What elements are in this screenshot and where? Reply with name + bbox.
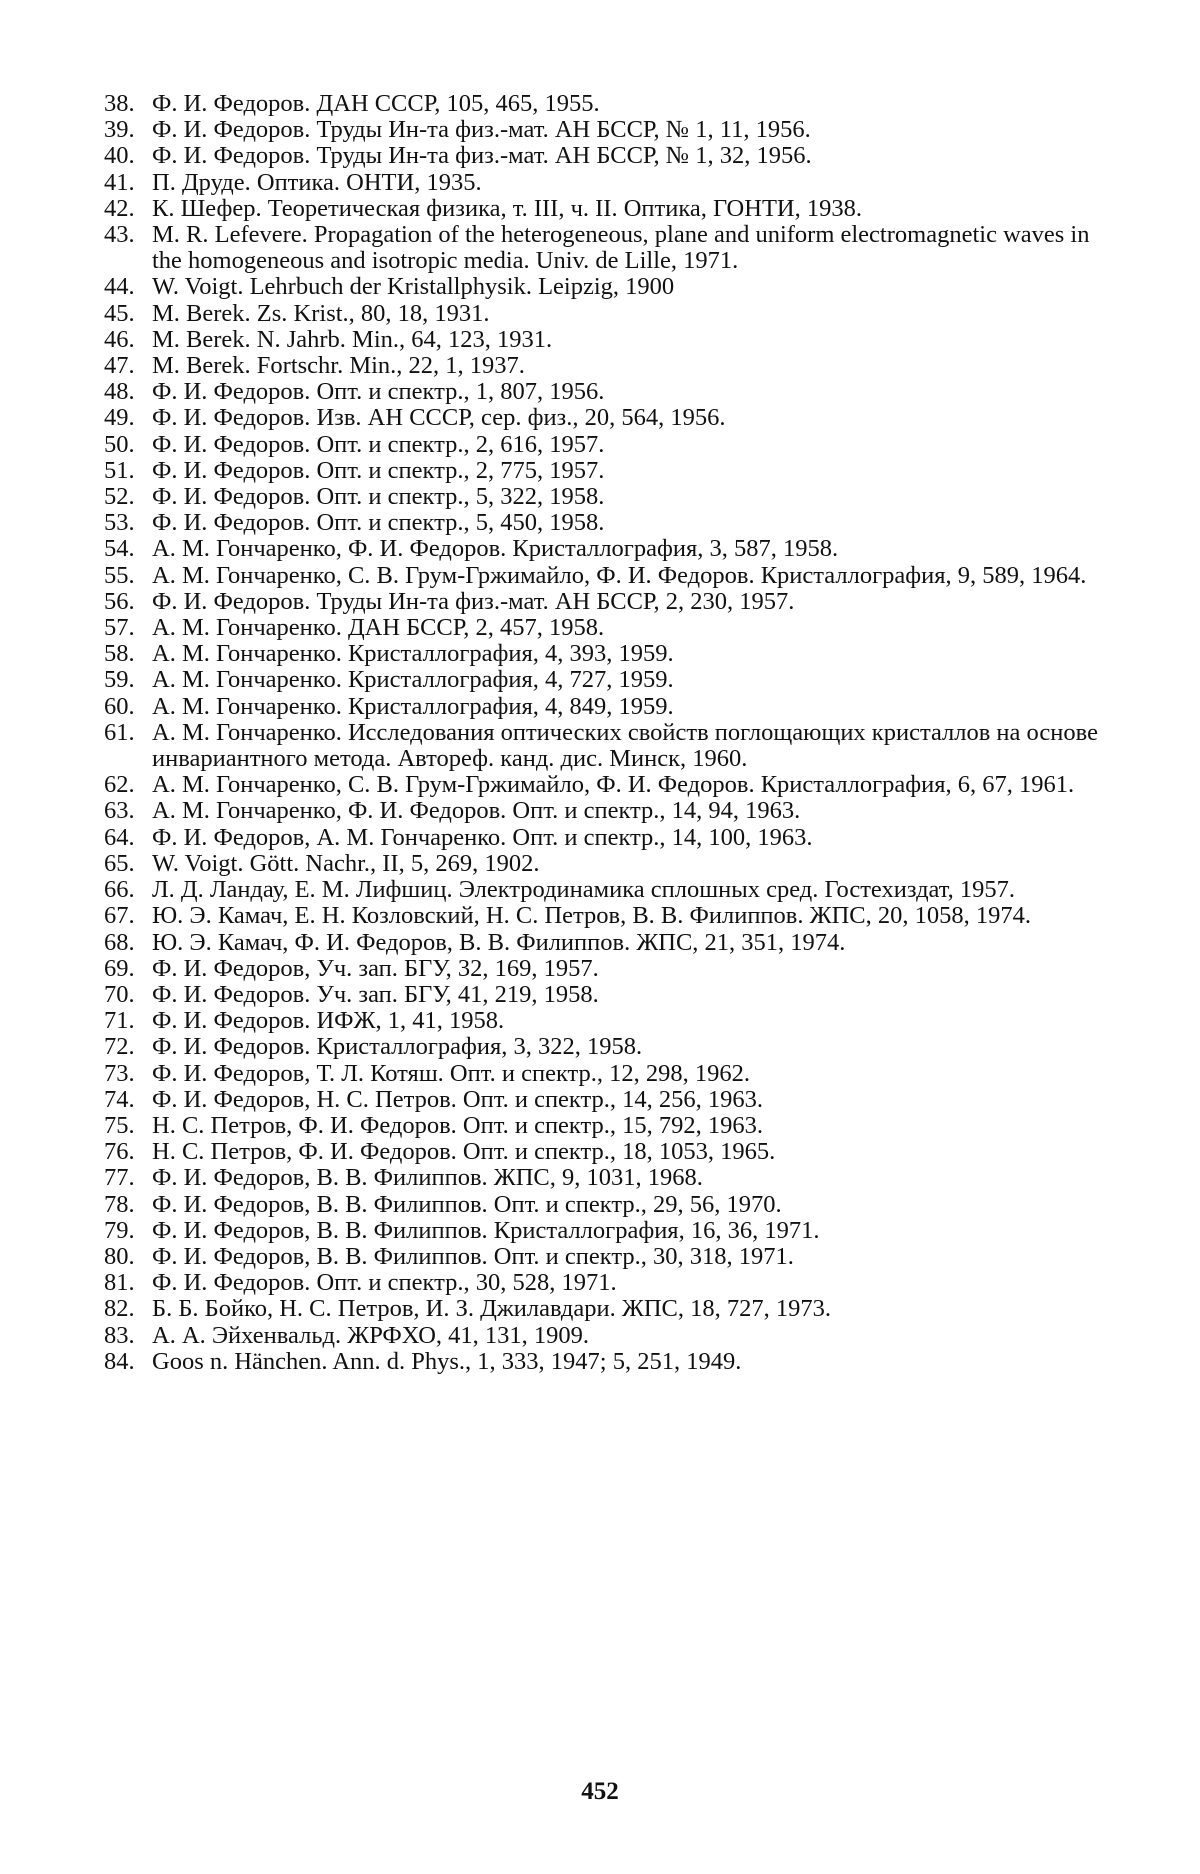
reference-number: 41. [104,168,135,196]
reference-text: Ю. Э. Камач, Ф. И. Федоров, В. В. Филиппов. ЖПС, 21, 351, 1974. [152,928,846,956]
reference-number: 54. [104,535,135,563]
reference-text: Ф. И. Федоров. Опт. и спектр., 2, 616, 1957. [152,430,605,458]
reference-item [104,1008,1104,1034]
reference-item [104,1218,1104,1244]
reference-text: Ф. И. Федоров, Т. Л. Котяш. Опт. и спектр., 12, 298, 1962. [152,1059,751,1087]
reference-text: А. М. Гончаренко, С. В. Грум-Гржимайло, Ф. И. Федоров. Кристаллография, 6, 67, 1961. [152,771,1075,799]
reference-item [104,615,1104,641]
reference-text: Н. С. Петров, Ф. И. Федоров. Опт. и спектр., 15, 792, 1963. [152,1111,764,1139]
reference-item [104,117,1104,143]
reference-text: Л. Д. Ландау, Е. М. Лифшиц. Электродинамика сплошных сред. Гостехиздат, 1957. [152,876,1016,904]
reference-text: Ф. И. Федоров. Труды Ин-та физ.-мат. АН БССР, 2, 230, 1957. [152,587,795,615]
reference-number: 84. [104,1347,135,1375]
reference-number: 71. [104,1007,135,1035]
reference-item [104,589,1104,615]
reference-text: А. М. Гончаренко. Кристаллография, 4, 849, 1959. [152,692,674,720]
reference-number: 60. [104,692,135,720]
reference-item [104,1349,1104,1375]
reference-number: 83. [104,1321,135,1349]
reference-item [104,667,1104,693]
reference-item [104,458,1104,484]
reference-item [104,222,1104,274]
reference-text: Ф. И. Федоров, В. В. Филиппов. ЖПС, 9, 1031, 1968. [152,1164,703,1192]
reference-item [104,196,1104,222]
reference-text: Ф. И. Федоров. Труды Ин-та физ.-мат. АН БССР, № 1, 11, 1956. [152,116,811,144]
reference-item [104,353,1104,379]
reference-item [104,1323,1104,1349]
reference-text: Ф. И. Федоров. ДАН СССР, 105, 465, 1955. [152,90,600,117]
reference-number: 40. [104,142,135,170]
reference-item [104,641,1104,667]
reference-number: 72. [104,1033,135,1061]
reference-number: 80. [104,1242,135,1270]
reference-text: А. М. Гончаренко, С. В. Грум-Гржимайло, Ф. И. Федоров. Кристаллография, 9, 589, 1964. [152,561,1087,589]
reference-number: 51. [104,456,135,484]
reference-number: 79. [104,1216,135,1244]
reference-number: 48. [104,378,135,406]
reference-number: 55. [104,561,135,589]
reference-number: 68. [104,928,135,956]
reference-text: Ф. И. Федоров. Опт. и спектр., 5, 322, 1958. [152,483,605,511]
reference-item [104,1087,1104,1113]
reference-item [104,274,1104,300]
reference-text: Ф. И. Федоров, А. М. Гончаренко. Опт. и спектр., 14, 100, 1963. [152,823,813,851]
reference-item [104,930,1104,956]
reference-text: Ф. И. Федоров. Уч. зап. БГУ, 41, 219, 1958. [152,980,599,1008]
reference-item [104,1034,1104,1060]
reference-number: 46. [104,325,135,353]
reference-text: А. А. Эйхенвальд. ЖРФХО, 41, 131, 1909. [152,1321,590,1349]
reference-item [104,405,1104,431]
reference-item [104,143,1104,169]
reference-item [104,825,1104,851]
reference-number: 82. [104,1295,135,1323]
reference-item [104,1113,1104,1139]
reference-text: Ф. И. Федоров, В. В. Филиппов. Опт. и спектр., 30, 318, 1971. [152,1242,794,1270]
reference-number: 49. [104,404,135,432]
reference-text: M. Berek. Fortschr. Min., 22, 1, 1937. [152,352,525,380]
reference-item [104,484,1104,510]
reference-number: 65. [104,849,135,877]
reference-text: Ф. И. Федоров, Уч. зап. БГУ, 32, 169, 1957. [152,954,599,982]
reference-item [104,1244,1104,1270]
reference-item [104,1192,1104,1218]
reference-number: 50. [104,430,135,458]
reference-number: 57. [104,614,135,642]
reference-item [104,1270,1104,1296]
reference-item [104,851,1104,877]
reference-text: M. Berek. Zs. Krist., 80, 18, 1931. [152,299,490,327]
reference-item [104,982,1104,1008]
reference-text: Б. Б. Бойко, Н. С. Петров, И. З. Джилавдари. ЖПС, 18, 727, 1973. [152,1295,831,1323]
reference-text: Ф. И. Федоров. Труды Ин-та физ.-мат. АН БССР, № 1, 32, 1956. [152,142,812,170]
reference-text: Ф. И. Федоров. Опт. и спектр., 30, 528, 1971. [152,1269,617,1297]
reference-item [104,720,1104,772]
reference-text: А. М. Гончаренко, Ф. И. Федоров. Опт. и спектр., 14, 94, 1963. [152,797,801,825]
reference-number: 62. [104,771,135,799]
reference-text: Ф. И. Федоров. Опт. и спектр., 1, 807, 1956. [152,378,605,406]
reference-item [104,301,1104,327]
reference-item [104,563,1104,589]
reference-text: Ф. И. Федоров. Кристаллография, 3, 322, 1958. [152,1033,643,1061]
reference-text: M. Berek. N. Jahrb. Min., 64, 123, 1931. [152,325,553,353]
reference-item [104,536,1104,562]
reference-text: Ф. И. Федоров, В. В. Филиппов. Кристаллография, 16, 36, 1971. [152,1216,820,1244]
reference-number: 74. [104,1085,135,1113]
reference-text: Ф. И. Федоров. Опт. и спектр., 2, 775, 1957. [152,456,605,484]
reference-text: W. Voigt. Gött. Nachr., II, 5, 269, 1902. [152,849,540,877]
reference-item [104,694,1104,720]
reference-text: Н. С. Петров, Ф. И. Федоров. Опт. и спектр., 18, 1053, 1965. [152,1138,776,1166]
reference-number: 47. [104,352,135,380]
reference-item [104,1296,1104,1322]
reference-number: 43. [104,221,135,249]
reference-item [104,903,1104,929]
reference-number: 76. [104,1138,135,1166]
reference-item [104,772,1104,798]
reference-number: 52. [104,483,135,511]
reference-item [104,510,1104,536]
reference-number: 58. [104,640,135,668]
reference-number: 64. [104,823,135,851]
reference-number: 61. [104,718,135,746]
reference-item [104,798,1104,824]
reference-text: Goos n. Hänchen. Ann. d. Phys., 1, 333, 1947; 5, 251, 1949. [152,1347,742,1375]
reference-number: 70. [104,980,135,1008]
reference-number: 44. [104,273,135,301]
reference-item [104,877,1104,903]
reference-number: 78. [104,1190,135,1218]
reference-item [104,379,1104,405]
reference-number: 42. [104,194,135,222]
reference-text: Ф. И. Федоров. Опт. и спектр., 5, 450, 1958. [152,509,605,537]
reference-text: M. R. Lefevere. Propagation of the heterogeneous, plane and uniform electromagnetic waves in the homogeneous and isotropic media. Univ. de Lille, 1971. [152,221,1090,275]
reference-item [104,432,1104,458]
reference-item [104,170,1104,196]
reference-number: 81. [104,1269,135,1297]
reference-item [104,1165,1104,1191]
reference-text: А. М. Гончаренко. ДАН БССР, 2, 457, 1958. [152,614,605,642]
reference-number: 59. [104,666,135,694]
reference-text: Ф. И. Федоров. ИФЖ, 1, 41, 1958. [152,1007,505,1035]
reference-number: 63. [104,797,135,825]
reference-number: 39. [104,116,135,144]
reference-text: А. М. Гончаренко, Ф. И. Федоров. Кристаллография, 3, 587, 1958. [152,535,839,563]
reference-text: П. Друде. Оптика. ОНТИ, 1935. [152,168,482,196]
reference-number: 38. [104,90,135,117]
reference-item [104,1061,1104,1087]
reference-number: 77. [104,1164,135,1192]
reference-number: 56. [104,587,135,615]
reference-number: 75. [104,1111,135,1139]
reference-item [104,327,1104,353]
reference-text: Ф. И. Федоров, Н. С. Петров. Опт. и спектр., 14, 256, 1963. [152,1085,764,1113]
reference-text: А. М. Гончаренко. Исследования оптических свойств поглощающих кристаллов на основе инвариантного метода. Автореф. канд. дис. Минск, 1960. [152,718,1098,773]
reference-number: 66. [104,876,135,904]
reference-item [104,956,1104,982]
reference-number: 67. [104,902,135,930]
reference-text: Ю. Э. Камач, Е. Н. Козловский, Н. С. Петров, В. В. Филиппов. ЖПС, 20, 1058, 1974. [152,902,1031,930]
reference-text: Ф. И. Федоров. Изв. АН СССР, сер. физ., 20, 564, 1956. [152,404,726,432]
reference-text: Ф. И. Федоров, В. В. Филиппов. Опт. и спектр., 29, 56, 1970. [152,1190,782,1218]
reference-list [104,91,1104,1375]
reference-text: А. М. Гончаренко. Кристаллография, 4, 393, 1959. [152,640,674,668]
reference-text: W. Voigt. Lehrbuch der Kristallphysik. Leipzig, 1900 [152,273,675,301]
reference-text: А. М. Гончаренко. Кристаллография, 4, 727, 1959. [152,666,674,694]
page-number: 452 [581,1778,619,1805]
reference-text: К. Шефер. Теоретическая физика, т. III, ч. II. Оптика, ГОНТИ, 1938. [152,194,862,222]
reference-item [104,91,1104,117]
reference-number: 45. [104,299,135,327]
reference-item [104,1139,1104,1165]
reference-number: 53. [104,509,135,537]
reference-number: 73. [104,1059,135,1087]
reference-number: 69. [104,954,135,982]
